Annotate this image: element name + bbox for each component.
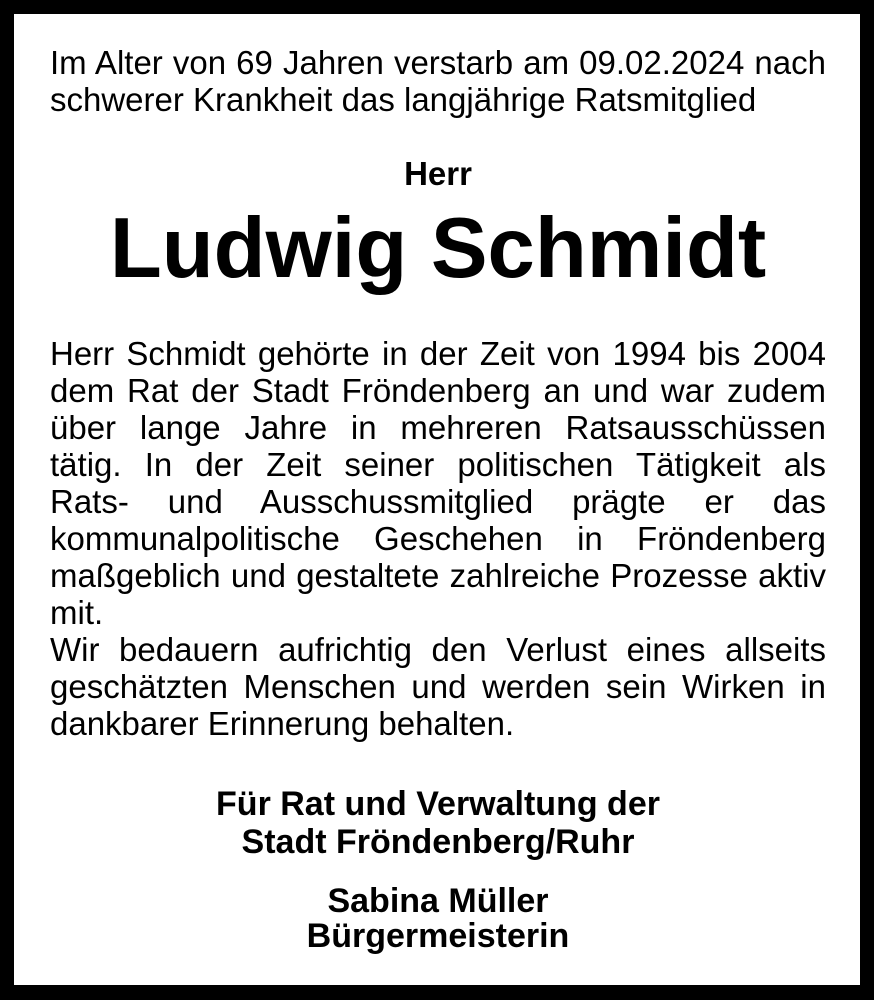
body-line: Wir bedauern aufrichtig den Verlust eines allseits [50, 631, 826, 668]
intro-line: schwerer Krankheit das langjährige Ratsmitglied [50, 81, 757, 118]
body-text [50, 335, 826, 742]
body-line: Rats- und Ausschussmitglied prägte er das [50, 483, 826, 520]
body-line: dankbarer Erinnerung behalten. [50, 705, 515, 742]
intro-line: Im Alter von 69 Jahren verstarb am 09.02.2024 nach [50, 44, 826, 81]
body-line: dem Rat der Stadt Fröndenberg an und war zudem [50, 372, 826, 409]
obituary-sheet [14, 14, 860, 985]
body-line: tätig. In der Zeit seiner politischen Tätigkeit als [50, 446, 826, 483]
body-line: mit. [50, 594, 104, 631]
body-line: maßgeblich und gestaltete zahlreiche Prozesse aktiv [50, 557, 826, 594]
body-line: kommunalpolitische Geschehen in Fröndenberg [50, 520, 826, 557]
body-paragraph-1 [50, 335, 826, 631]
body-line: Herr Schmidt gehörte in der Zeit von 1994 bis 2004 [50, 335, 826, 372]
salutation: Herr [404, 155, 472, 192]
signer-name: Sabina Müller [327, 882, 549, 920]
closing-organization [50, 785, 826, 861]
closing-org-line: Für Rat und Verwaltung der [216, 785, 660, 823]
intro-paragraph [50, 44, 826, 118]
deceased-name: Ludwig Schmidt [109, 201, 767, 296]
signer-title: Bürgermeisterin [306, 917, 570, 955]
body-line: geschätzten Menschen und werden sein Wirken in [50, 668, 826, 705]
closing-org-line: Stadt Fröndenberg/Ruhr [241, 823, 635, 861]
body-line: über lange Jahre in mehreren Ratsausschüssen [50, 409, 826, 446]
body-paragraph-2 [50, 631, 826, 742]
signer-block [50, 884, 826, 954]
